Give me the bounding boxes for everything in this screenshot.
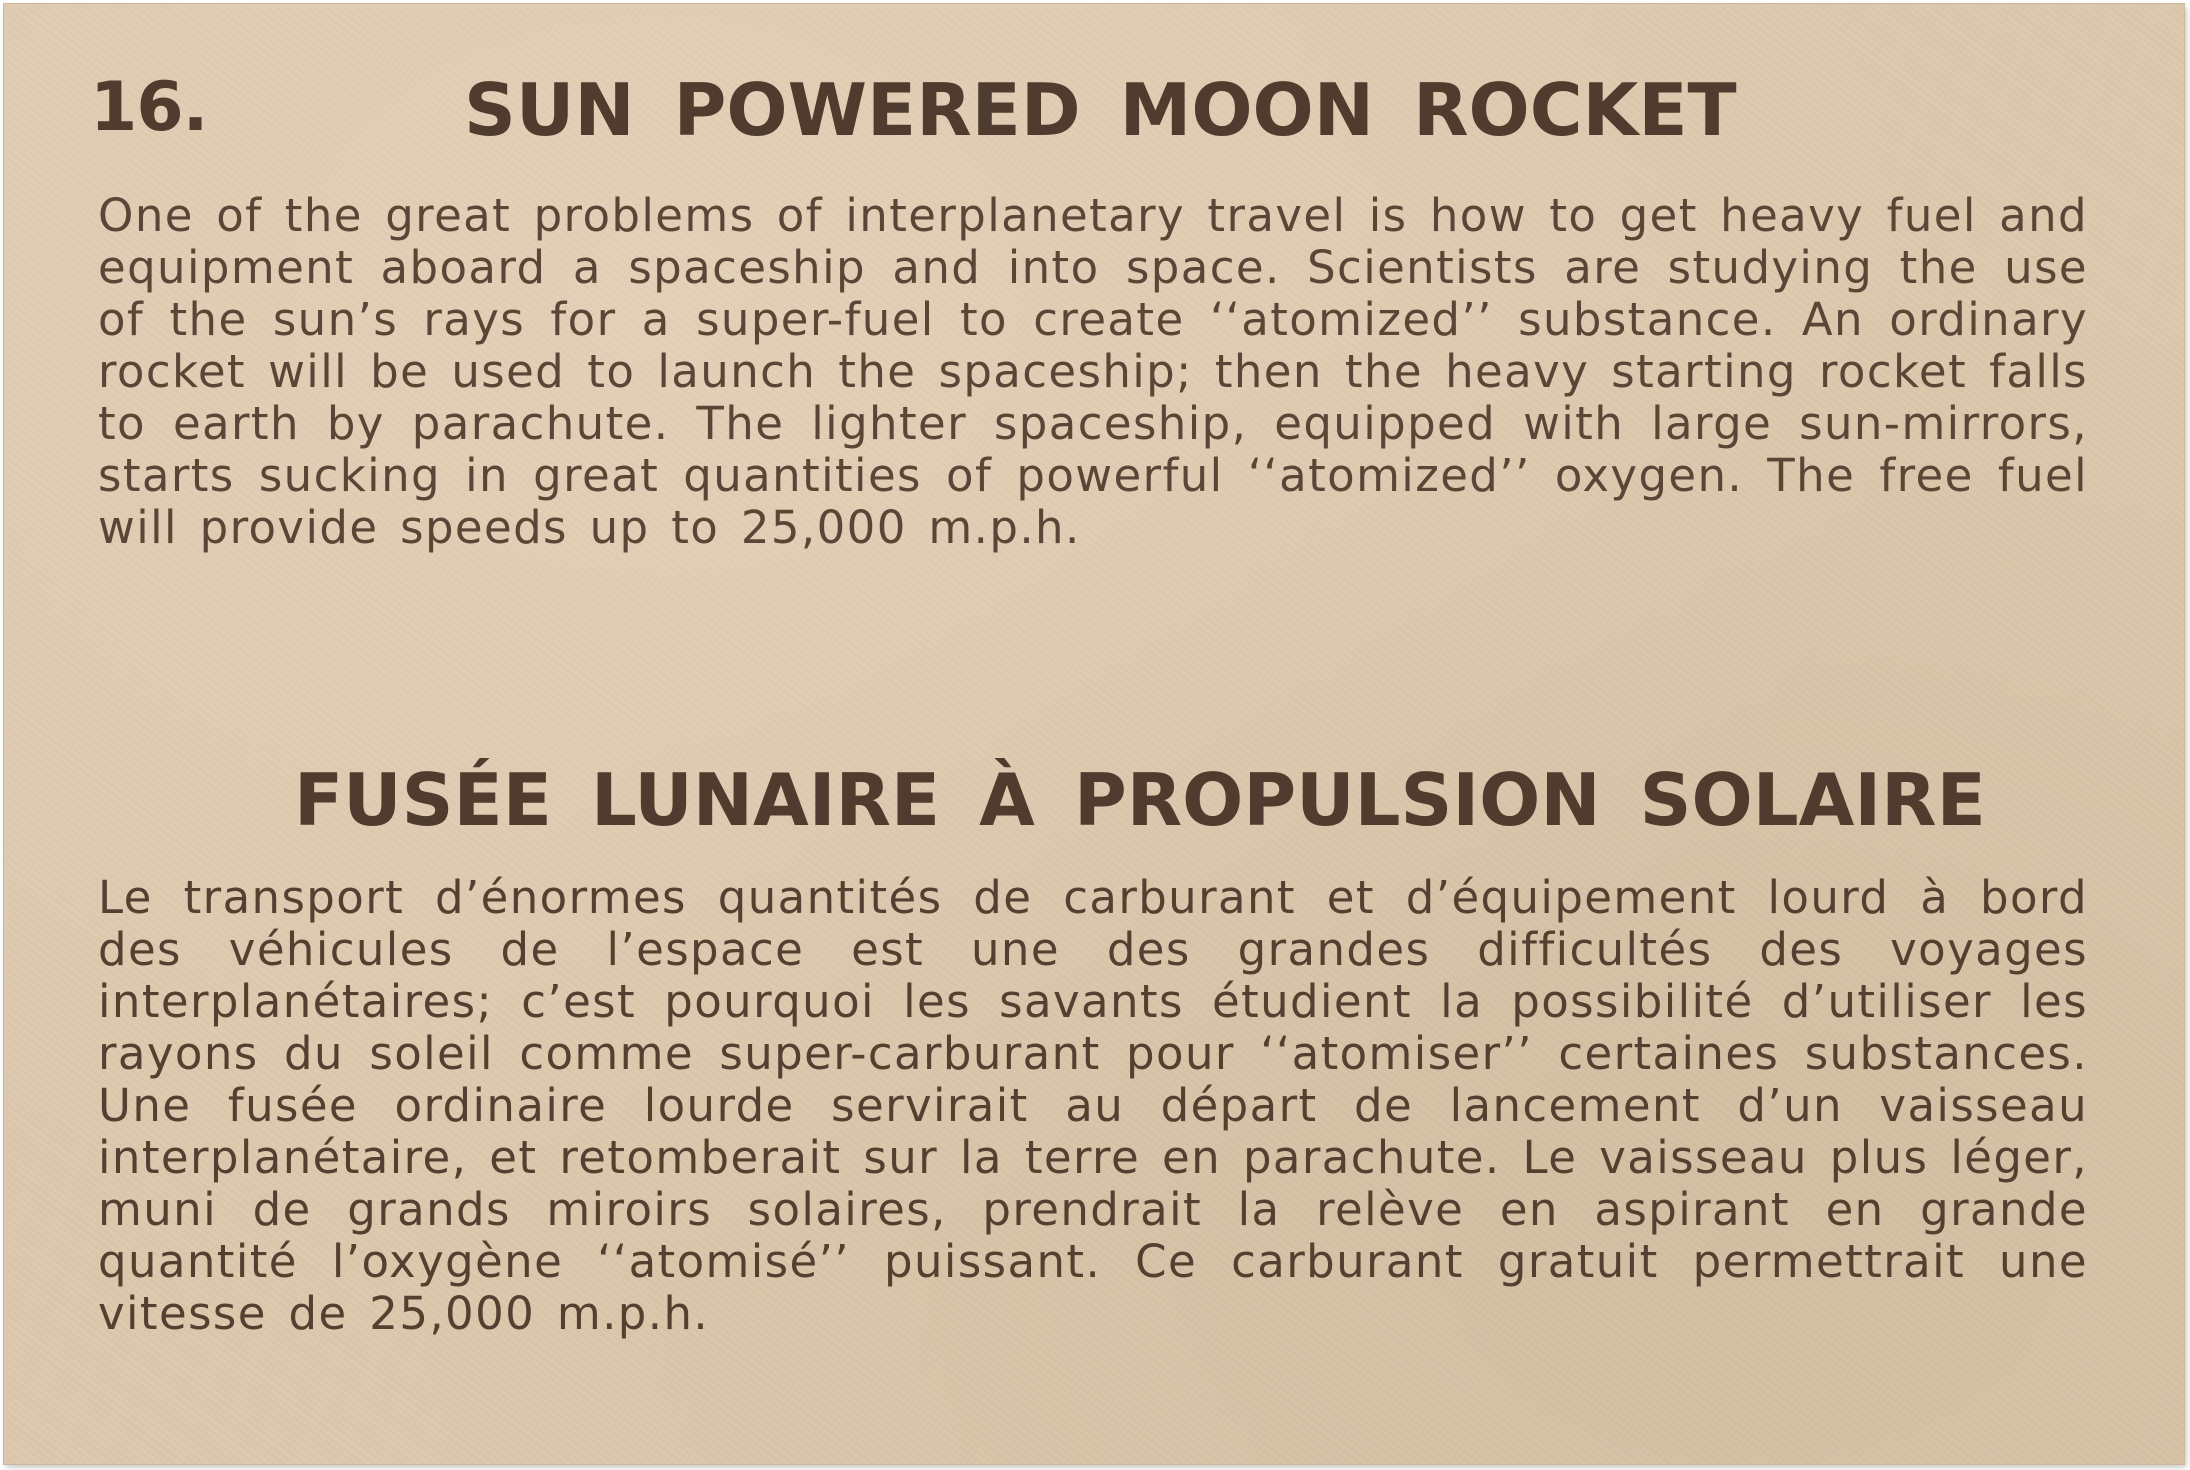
french-title: FUSÉE LUNAIRE À PROPULSION SOLAIRE <box>294 758 1986 842</box>
card-number: 16. <box>90 68 208 147</box>
trading-card-back <box>4 4 2184 1464</box>
french-description: Le transport d’énormes quantités de carburant et d’équipement lourd à bord des véhicules de l’espace est une des grandes difficultés des voyages interplanétaires; c’est pourquoi les savants étudient la possibilité d’utiliser les rayons du soleil comme super-carburant pour ‘‘atomiser’’ certaines substances. Une fusée ordinaire lourde servirait au départ de lancement d’un vaisseau interplanétaire, et retomberait sur la terre en parachute. Le vaisseau plus léger, muni de grands miroirs solaires, prendrait la relève en aspirant en grande quantité l’oxygène ‘‘atomisé’’ puissant. Ce carburant gratuit permettrait une vitesse de 25,000 m.p.h. <box>98 871 2088 1340</box>
english-description: One of the great problems of interplanetary travel is how to get heavy fuel and equipment aboard a spaceship and into space. Scientists are studying the use of the sun’s rays for a super-fuel to create ‘‘atomized’’ substance. An ordinary rocket will be used to launch the spaceship; then the heavy starting rocket falls to earth by parachute. The lighter spaceship, equipped with large sun-mirrors, starts sucking in great quantities of powerful ‘‘atomized’’ oxygen. The free fuel will provide speeds up to 25,000 m.p.h. <box>98 189 2088 554</box>
english-title: SUN POWERED MOON ROCKET <box>464 68 1737 152</box>
